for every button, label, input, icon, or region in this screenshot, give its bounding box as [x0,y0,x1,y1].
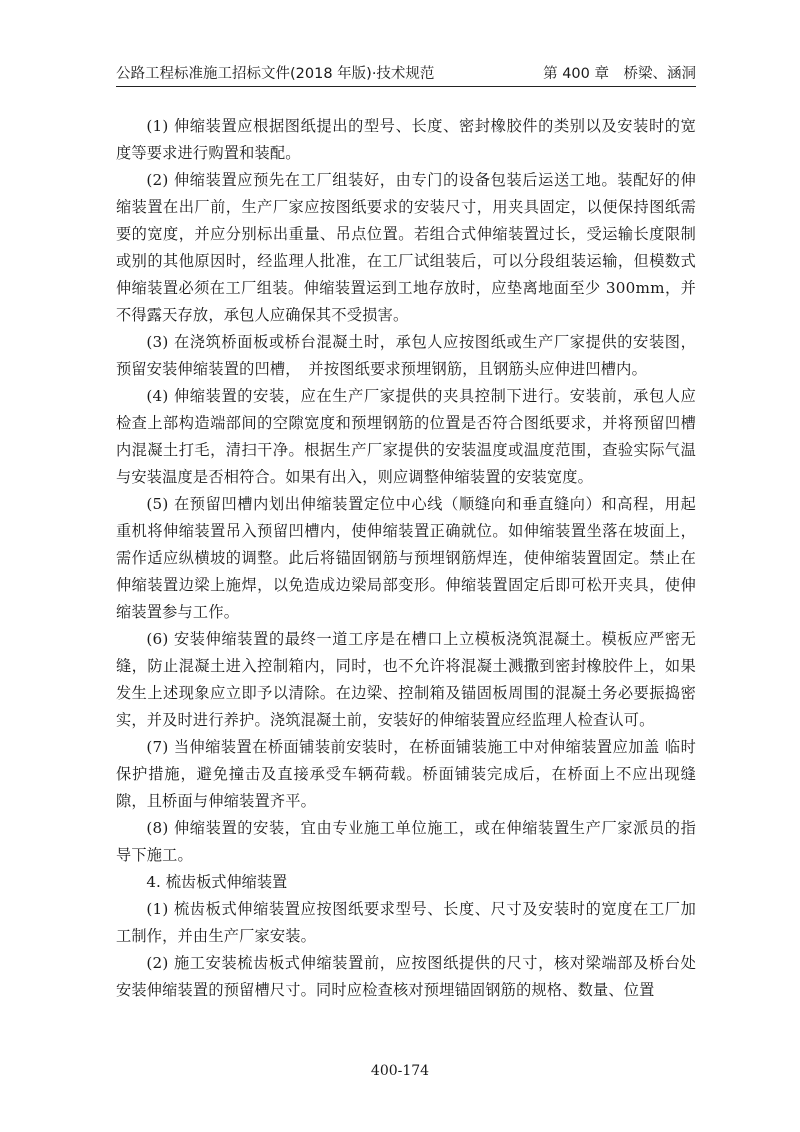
header-document-title: 公路工程标准施工招标文件(2018 年版)·技术规范 [116,66,435,82]
page-number: 400-174 [370,1063,430,1079]
paragraph: (1) 伸缩装置应根据图纸提出的型号、长度、密封橡胶件的类别以及安装时的宽度等要求进行购置和装配。 [116,117,696,162]
section-heading: 4. 梳齿板式伸缩装置 [146,873,288,891]
paragraph: (1) 梳齿板式伸缩装置应按图纸要求型号、长度、尺寸及安装时的宽度在工厂加工制作，并由生产厂家安装。 [116,900,696,945]
page-header [116,58,696,87]
page-body [116,113,696,1004]
paragraph: (2) 伸缩装置应预先在工厂组装好，由专门的设备包装后运送工地。装配好的伸缩装置在出厂前，生产厂家应按图纸要求的安装尺寸，用夹具固定，以便保持图纸需要的宽度，并应分别标出重量、吊点位置。若组合式伸缩装置过长，受运输长度限制或别的其他原因时，经监理人批准，在工厂试组装后，可以分段组装运输，但模数式伸缩装置必须在工厂组装。伸缩装置运到工地存放时，应垫离地面至少 300mm，并不得露天存放，承包人应确保其不受损害。 [116,171,696,324]
paragraph: (2) 施工安装梳齿板式伸缩装置前，应按图纸提供的尺寸，核对梁端部及桥台处安装伸缩装置的预留槽尺寸。同时应检查核对预埋锚固钢筋的规格、数量、位置 [116,954,696,999]
paragraph: (8) 伸缩装置的安装，宜由专业施工单位施工，或在伸缩装置生产厂家派员的指导下施工。 [116,819,696,864]
paragraph: (5) 在预留凹槽内划出伸缩装置定位中心线（顺缝向和垂直缝向）和高程，用起重机将伸缩装置吊入预留凹槽内，使伸缩装置正确就位。如伸缩装置坐落在坡面上，需作适应纵横坡的调整。此后将锚固钢筋与预埋钢筋焊连，使伸缩装置固定。禁止在伸缩装置边梁上施焊，以免造成边梁局部变形。伸缩装置固定后即可松开夹具，使伸缩装置参与工作。 [116,495,696,621]
header-chapter-title: 第 400 章 桥梁、涵洞 [543,66,696,82]
paragraph: (3) 在浇筑桥面板或桥台混凝土时，承包人应按图纸或生产厂家提供的安装图，预留安装伸缩装置的凹槽， 并按图纸要求预埋钢筋，且钢筋头应伸进凹槽内。 [116,333,696,378]
paragraph: (4) 伸缩装置的安装，应在生产厂家提供的夹具控制下进行。安装前，承包人应检查上部构造端部间的空隙宽度和预埋钢筋的位置是否符合图纸要求，并将预留凹槽内混凝土打毛，清扫干净。根据生产厂家提供的安装温度或温度范围，查验实际气温与安装温度是否相符合。如果有出入，则应调整伸缩装置的安装宽度。 [116,387,696,486]
paragraph: (7) 当伸缩装置在桥面铺装前安装时，在桥面铺装施工中对伸缩装置应加盖 临时保护措施，避免撞击及直接承受车辆荷载。桥面铺装完成后，在桥面上不应出现缝隙，且桥面与伸缩装置齐平。 [116,738,696,810]
paragraph: (6) 安装伸缩装置的最终一道工序是在槽口上立模板浇筑混凝土。模板应严密无缝，防止混凝土进入控制箱内，同时，也不允许将混凝土溅撒到密封橡胶件上，如果发生上述现象应立即予以清除。在边梁、控制箱及锚固板周围的混凝土务必要振捣密实，并及时进行养护。浇筑混凝土前，安装好的伸缩装置应经监理人检查认可。 [116,630,696,729]
